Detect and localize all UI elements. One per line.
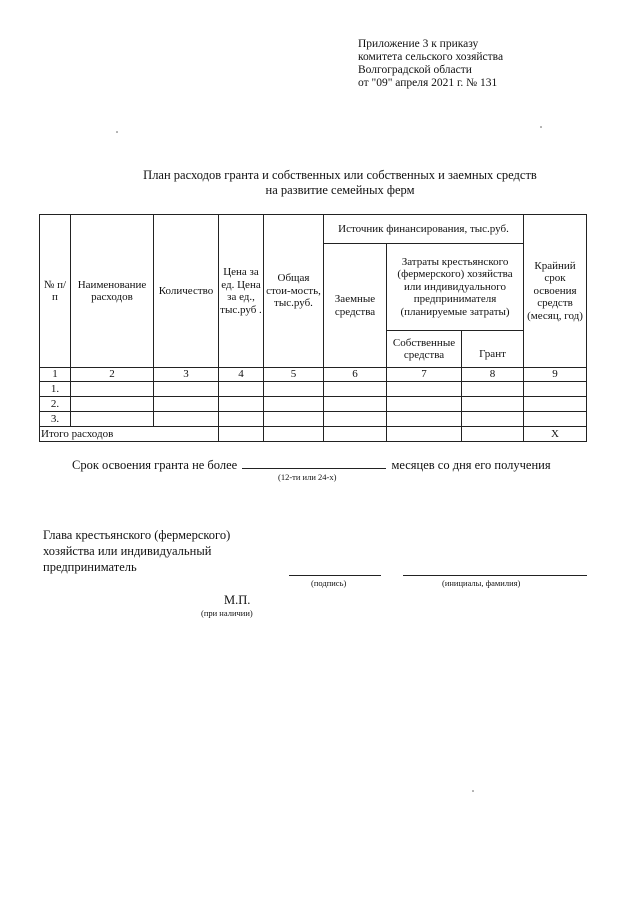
table-cell (264, 412, 324, 427)
header-grant: Грант (462, 341, 524, 368)
head-title (43, 527, 230, 575)
col-number: 8 (462, 368, 524, 382)
col-number: 6 (324, 368, 387, 382)
appendix-line-2: комитета сельского хозяйства (358, 51, 504, 63)
header-grant-spacer (462, 331, 524, 342)
title-line-1: План расходов гранта и собственных или собственных и заемных средств (143, 168, 537, 182)
table-cell (462, 397, 524, 412)
table-cell (462, 427, 524, 442)
header-num: № п/п (40, 215, 71, 368)
name-caption: (инициалы, фамилия) (442, 578, 521, 588)
column-number-row (40, 368, 587, 382)
term-text-before: Срок освоения гранта не более (72, 458, 238, 472)
table-cell (264, 427, 324, 442)
appendix-line-3: Волгоградской области (358, 64, 472, 76)
table-cell (324, 427, 387, 442)
table-cell (324, 412, 387, 427)
col-number: 9 (524, 368, 587, 382)
table-row (40, 397, 587, 412)
table-cell (462, 382, 524, 397)
table-cell (219, 412, 264, 427)
term-text-after: месяцев со дня его получения (391, 458, 551, 472)
table-cell (71, 382, 154, 397)
total-label: Итого расходов (40, 427, 219, 442)
header-quantity: Количество (154, 215, 219, 368)
table-cell (219, 397, 264, 412)
col-number: 5 (264, 368, 324, 382)
scan-speck (540, 126, 542, 128)
table-cell (264, 382, 324, 397)
table-cell (219, 427, 264, 442)
head-line-1: Глава крестьянского (фермерского) (43, 528, 231, 542)
table-cell (524, 382, 587, 397)
header-own-funds: Собственные средства (387, 331, 462, 368)
appendix-block (358, 38, 503, 90)
signature-caption: (подпись) (311, 578, 347, 588)
header-deadline: Крайний срок освоения средств (месяц, год) (524, 215, 587, 368)
stamp-label: М.П. (224, 593, 251, 607)
table-row (40, 382, 587, 397)
table-cell (154, 412, 219, 427)
title-line-2: на развитие семейных ферм (265, 183, 415, 197)
expense-plan-table (39, 214, 587, 442)
appendix-line-4: от "09" апреля 2021 г. № 131 (358, 77, 498, 89)
row-number: 3. (40, 412, 71, 427)
total-mark: X (524, 427, 587, 442)
header-name: Наименование расходов (71, 215, 154, 368)
table-cell (524, 412, 587, 427)
appendix-line-1: Приложение 3 к приказу (358, 38, 479, 50)
table-cell (264, 397, 324, 412)
stamp-caption: (при наличии) (201, 608, 253, 618)
table-cell (387, 427, 462, 442)
col-number: 1 (40, 368, 71, 382)
table-cell (524, 397, 587, 412)
table-cell (154, 397, 219, 412)
document-title (60, 168, 620, 198)
header-farmer-costs: Затраты крестьянского (фермерского) хозяйства или индивидуального предпринимателя (планируемые затраты) (387, 244, 524, 331)
table-cell (387, 382, 462, 397)
header-total-cost: Общая стои-мость, тыс.руб. (264, 215, 324, 368)
col-number: 2 (71, 368, 154, 382)
header-financing-source: Источник финансирования, тыс.руб. (324, 215, 524, 244)
term-months-field[interactable] (242, 456, 386, 469)
term-hint: (12-ти или 24-х) (278, 472, 337, 482)
table-cell (324, 397, 387, 412)
head-line-2: хозяйства или индивидуальный (43, 544, 212, 558)
table-row (40, 412, 587, 427)
col-number: 3 (154, 368, 219, 382)
name-field[interactable] (403, 575, 587, 576)
signature-field[interactable] (289, 575, 381, 576)
table-cell (462, 412, 524, 427)
table-cell (154, 382, 219, 397)
table-cell (324, 382, 387, 397)
total-row (40, 427, 587, 442)
table-cell (387, 412, 462, 427)
scan-speck (472, 790, 474, 792)
row-number: 2. (40, 397, 71, 412)
header-borrowed-funds: Заемные средства (324, 244, 387, 368)
header-unit-price: Цена за ед. Цена за ед., тыс.руб . (219, 215, 264, 368)
col-number: 7 (387, 368, 462, 382)
table-cell (219, 382, 264, 397)
table-cell (387, 397, 462, 412)
row-number: 1. (40, 382, 71, 397)
grant-term-line (72, 456, 551, 473)
table-cell (71, 397, 154, 412)
col-number: 4 (219, 368, 264, 382)
table-cell (71, 412, 154, 427)
head-line-3: предприниматель (43, 560, 137, 574)
scan-speck (116, 131, 118, 133)
